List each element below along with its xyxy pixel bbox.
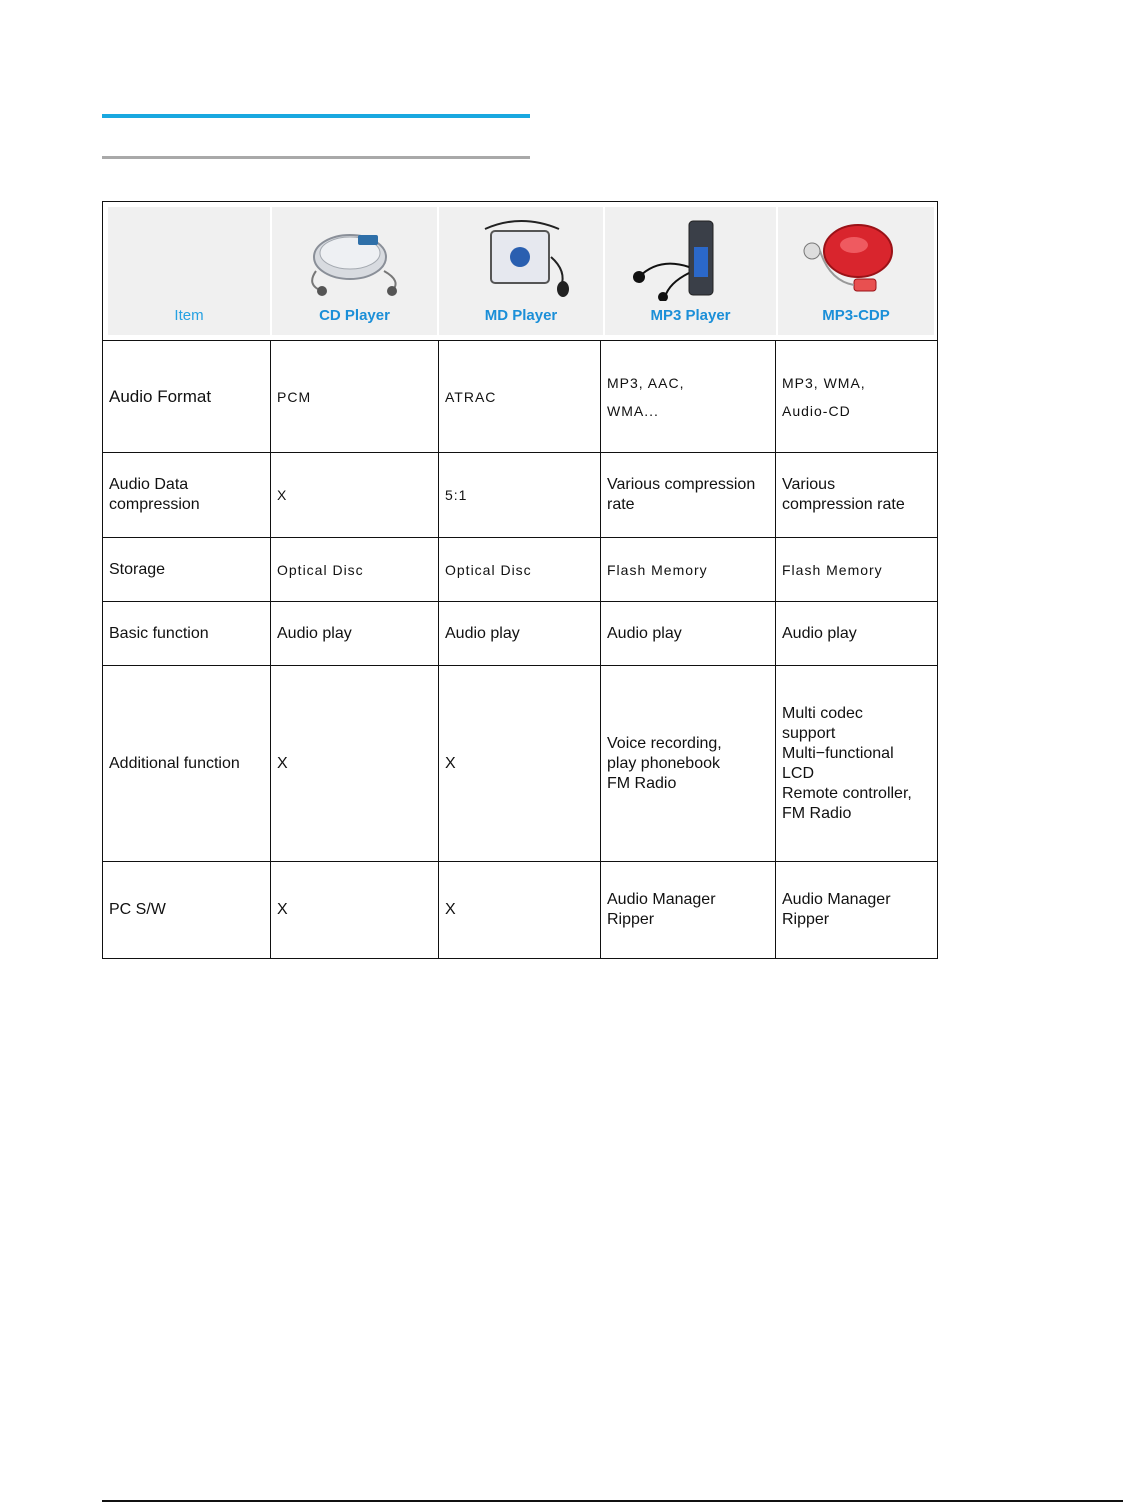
table-cell: MP3, AAC, WMA... — [601, 341, 776, 452]
table-row — [103, 452, 937, 537]
header-cd-player-label: CD Player — [319, 307, 390, 324]
table-cell: MP3, WMA, Audio-CD — [782, 374, 866, 419]
comparison-table — [102, 201, 938, 959]
table-row — [103, 665, 937, 861]
header-mp3-cdp-label: MP3-CDP — [822, 307, 890, 324]
header-cd-player — [272, 207, 439, 335]
header-item-label: Item — [174, 307, 204, 324]
table-cell: X — [439, 862, 601, 958]
table-cell: Multi codec support Multi−functional LCD Remote controller, FM Radio — [782, 704, 912, 822]
row-label: Basic function — [103, 602, 271, 665]
table-cell: ATRAC — [439, 341, 601, 452]
header-mp3-cdp — [778, 207, 934, 335]
table-cell: Flash Memory — [782, 561, 883, 578]
header-mp3-player-label: MP3 Player — [650, 307, 731, 324]
table-cell: 5:1 — [439, 453, 601, 537]
row-label: Additional function — [103, 666, 271, 861]
md-player-icon — [439, 217, 605, 301]
table-header — [103, 202, 937, 340]
table-row — [103, 861, 937, 958]
table-cell: Audio play — [601, 602, 776, 665]
top-blue-rule — [102, 114, 530, 118]
mp3-player-icon — [605, 217, 778, 301]
table-cell: Audio play — [782, 624, 857, 642]
table-cell: X — [271, 862, 439, 958]
table-cell: Various compression rate — [782, 476, 905, 513]
header-mp3-player — [605, 207, 778, 335]
table-cell: Various compression rate — [601, 453, 776, 537]
table-cell: Audio Manager Ripper — [782, 891, 891, 928]
table-cell: X — [439, 666, 601, 861]
table-cell: Audio play — [271, 602, 439, 665]
header-md-player — [439, 207, 605, 335]
table-cell: Optical Disc — [271, 538, 439, 601]
row-label: Audio Format — [103, 341, 271, 452]
table-cell: Audio Manager Ripper — [601, 862, 776, 958]
table-row — [103, 340, 937, 452]
table-cell: PCM — [271, 341, 439, 452]
top-gray-rule — [102, 156, 530, 159]
table-cell: Voice recording, play phonebook FM Radio — [601, 666, 776, 861]
table-row — [103, 601, 937, 665]
header-item-cell — [108, 207, 272, 335]
row-label: PC S/W — [103, 862, 271, 958]
table-cell: Flash Memory — [601, 538, 776, 601]
row-label: Storage — [103, 538, 271, 601]
mp3-cdp-icon — [778, 217, 937, 301]
cd-player-icon — [272, 217, 439, 301]
table-cell: X — [271, 453, 439, 537]
table-cell: Audio play — [439, 602, 601, 665]
bottom-rule — [102, 1500, 1123, 1502]
table-cell: Optical Disc — [439, 538, 601, 601]
table-cell: X — [271, 666, 439, 861]
row-label: Audio Data compression — [103, 453, 271, 537]
header-md-player-label: MD Player — [484, 307, 558, 324]
table-row — [103, 537, 937, 601]
